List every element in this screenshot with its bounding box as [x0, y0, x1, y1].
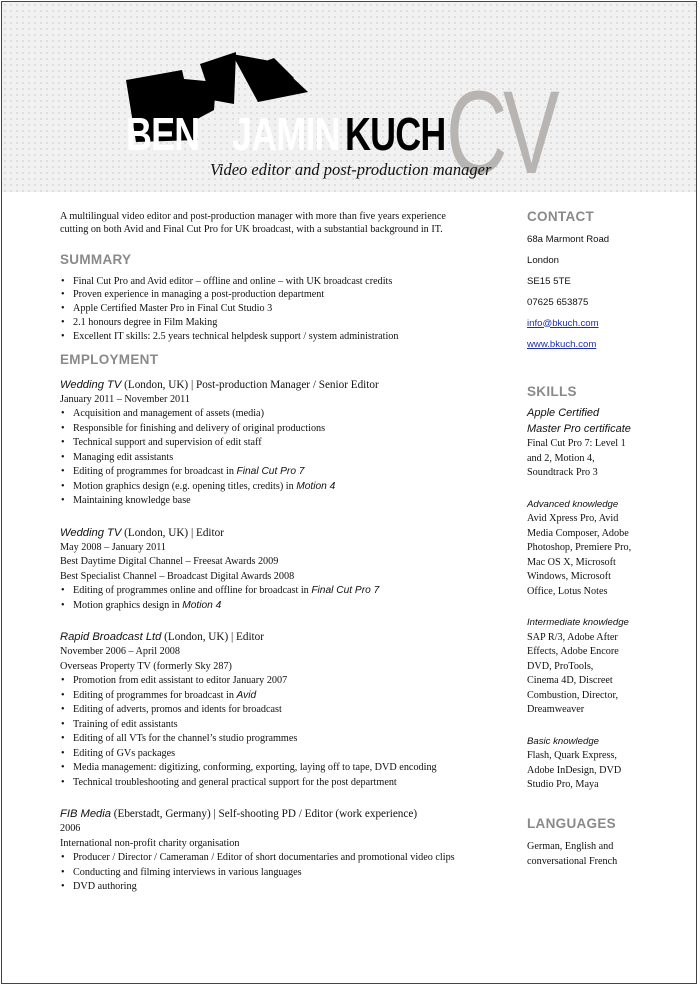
- certificate-title: Apple Certified: [527, 407, 600, 419]
- job-title: [60, 806, 508, 822]
- job-duties: [60, 584, 508, 613]
- organisation-description: International non-profit charity organisation: [60, 837, 240, 849]
- list-item: • Technical troubleshooting and general practical support for the post department: [60, 776, 508, 791]
- postcode: SE15 5TE: [527, 275, 571, 287]
- list-item: [60, 465, 508, 480]
- award: Best Specialist Channel – Broadcast Digital Awards 2008: [60, 570, 295, 582]
- company-name: Wedding TV: [60, 526, 122, 539]
- contact-heading: CONTACT: [527, 209, 595, 224]
- item-text: Editing of programmes for broadcast in: [73, 689, 237, 701]
- side-column: [527, 210, 687, 869]
- list-item: [60, 689, 508, 704]
- language-line: German, English and: [527, 841, 614, 852]
- intermediate-label: Intermediate knowledge: [527, 617, 629, 628]
- main-column: [60, 210, 508, 895]
- skills-heading: SKILLS: [527, 383, 577, 399]
- skill-line: DVD, ProTools,: [527, 660, 594, 672]
- job-dates: May 2008 – January 2011: [60, 541, 167, 553]
- job-role: (London, UK) | Post-production Manager / Senior Editor: [121, 378, 379, 391]
- tagline: Video editor and post-production manager: [210, 160, 492, 179]
- skill-line: Windows, Microsoft: [527, 571, 611, 582]
- job-duties: [60, 407, 508, 509]
- advanced-label: Advanced knowledge: [527, 498, 619, 510]
- name-second-part: JAMIN: [232, 108, 340, 160]
- address-line: 68a Marmont Road: [527, 233, 610, 245]
- intro-line-2: cutting on both Avid and Final Cut Pro for UK broadcast, with a substantial background in IT.: [60, 224, 443, 235]
- job-dates: 2006: [60, 823, 81, 835]
- basic-skills: [527, 749, 687, 793]
- skill-line: Studio Pro, Maya: [527, 779, 599, 790]
- skill-line: Final Cut Pro 7: Level 1: [527, 438, 626, 449]
- skill-line: Soundtrack Pro 3: [527, 467, 598, 478]
- skill-line: Avid Xpress Pro, Avid: [527, 513, 619, 524]
- software-name: Final Cut Pro 7: [236, 466, 305, 478]
- cv-mark: CV: [446, 67, 556, 199]
- list-item: • Producer / Director / Cameraman / Editor of short documentaries and promotional video clips: [60, 851, 508, 866]
- list-item: • Final Cut Pro and Avid editor – offline and online – with UK broadcast credits: [60, 275, 508, 289]
- job-title: [60, 525, 508, 541]
- item-text: Motion graphics design (e.g. opening titles, credits) in: [73, 480, 297, 492]
- skill-line: Dreamweaver: [527, 704, 585, 715]
- summary-list: [60, 275, 508, 344]
- list-item: • Editing of all VTs for the channel’s studio programmes: [60, 732, 508, 747]
- list-item: • Training of edit assistants: [60, 718, 508, 733]
- item-text: Editing of programmes online and offline for broadcast in: [73, 585, 312, 597]
- skill-line: Flash, Quark Express,: [527, 750, 617, 761]
- basic-label: Basic knowledge: [527, 735, 599, 747]
- software-name: Final Cut Pro 7: [311, 585, 380, 597]
- skill-line: Effects, Adobe Encore: [527, 646, 619, 657]
- list-item: • Editing of adverts, promos and idents for broadcast: [60, 703, 508, 718]
- list-item: • Conducting and filming interviews in various languages: [60, 866, 508, 881]
- list-item: • Acquisition and management of assets (media): [60, 407, 508, 422]
- award: Best Daytime Digital Channel – Freesat Awards 2009: [60, 556, 279, 568]
- skill-line: Photoshop, Premiere Pro,: [527, 542, 632, 553]
- skill-line: Combustion, Director,: [527, 689, 618, 701]
- skill-line: Mac OS X, Microsoft: [527, 556, 616, 568]
- skill-line: Cinema 4D, Discreet: [527, 675, 613, 686]
- list-item: [60, 584, 508, 599]
- item-text: Motion graphics design in: [73, 599, 183, 611]
- skill-line: SAP R/3, Adobe After: [527, 631, 618, 643]
- item-text: Editing of programmes for broadcast in: [73, 466, 237, 478]
- list-item: • Editing of GVs packages: [60, 747, 508, 762]
- email-link-wrap: [527, 313, 687, 334]
- phone-number: 07625 653875: [527, 296, 589, 308]
- company-name: Wedding TV: [60, 378, 122, 391]
- software-name: Motion 4: [182, 599, 222, 611]
- list-item: • Excellent IT skills: 2.5 years technical helpdesk support / system administration: [60, 330, 508, 344]
- company-name: FIB Media: [60, 808, 111, 821]
- software-name: Avid: [236, 689, 257, 701]
- job-role: (Eberstadt, Germany) | Self-shooting PD / Editor (work experience): [110, 808, 418, 821]
- list-item: • Technical support and supervision of edit staff: [60, 436, 508, 451]
- list-item: [60, 480, 508, 495]
- website-link[interactable]: www.bkuch.com: [527, 338, 597, 350]
- language-line: conversational French: [527, 855, 618, 867]
- skill-line: Media Composer, Adobe: [527, 527, 629, 539]
- advanced-skills: [527, 512, 687, 599]
- list-item: • Proven experience in managing a post-production department: [60, 288, 508, 302]
- skill-line: Adobe InDesign, DVD: [527, 764, 622, 776]
- list-item: • Promotion from edit assistant to editor January 2007: [60, 674, 508, 689]
- job-duties: [60, 674, 508, 790]
- address-city: London: [527, 254, 560, 266]
- name-first-part: BEN: [126, 108, 200, 160]
- skill-line: Office, Lotus Notes: [527, 585, 608, 597]
- intermediate-skills: [527, 631, 687, 718]
- list-item: • DVD authoring: [60, 880, 508, 895]
- employment-heading: EMPLOYMENT: [60, 352, 159, 368]
- website-link-wrap: [527, 334, 687, 355]
- skill-line: and 2, Motion 4,: [527, 452, 595, 464]
- certificate-title: Master Pro certificate: [527, 423, 631, 435]
- list-item: • Managing edit assistants: [60, 451, 508, 466]
- job-dates: November 2006 – April 2008: [60, 646, 180, 658]
- list-item: • 2.1 honours degree in Film Making: [60, 316, 508, 330]
- company-name: Rapid Broadcast Ltd: [60, 631, 162, 644]
- list-item: • Maintaining knowledge base: [60, 494, 508, 509]
- languages-heading: LANGUAGES: [527, 815, 616, 831]
- channel-name: Overseas Property TV (formerly Sky 287): [60, 660, 232, 672]
- list-item: [60, 599, 508, 614]
- software-name: Motion 4: [296, 480, 336, 492]
- job-title: [60, 377, 508, 393]
- job-title: [60, 629, 508, 645]
- list-item: • Apple Certified Master Pro in Final Cut Studio 3: [60, 302, 508, 316]
- email-link[interactable]: info@bkuch.com: [527, 317, 599, 329]
- job-duties: [60, 851, 508, 895]
- summary-heading: SUMMARY: [60, 252, 132, 267]
- name-surname: KUCH: [345, 108, 446, 160]
- list-item: • Responsible for finishing and delivery of original productions: [60, 422, 508, 437]
- list-item: • Media management: digitizing, conforming, exporting, laying off to tape, DVD encoding: [60, 761, 508, 776]
- job-role: (London, UK) | Editor: [161, 631, 264, 644]
- job-dates: January 2011 – November 2011: [60, 393, 190, 405]
- job-role: (London, UK) | Editor: [121, 526, 224, 539]
- certificate-detail: [527, 437, 687, 481]
- intro-line-1: A multilingual video editor and post-production manager with more than five years experience: [60, 211, 446, 222]
